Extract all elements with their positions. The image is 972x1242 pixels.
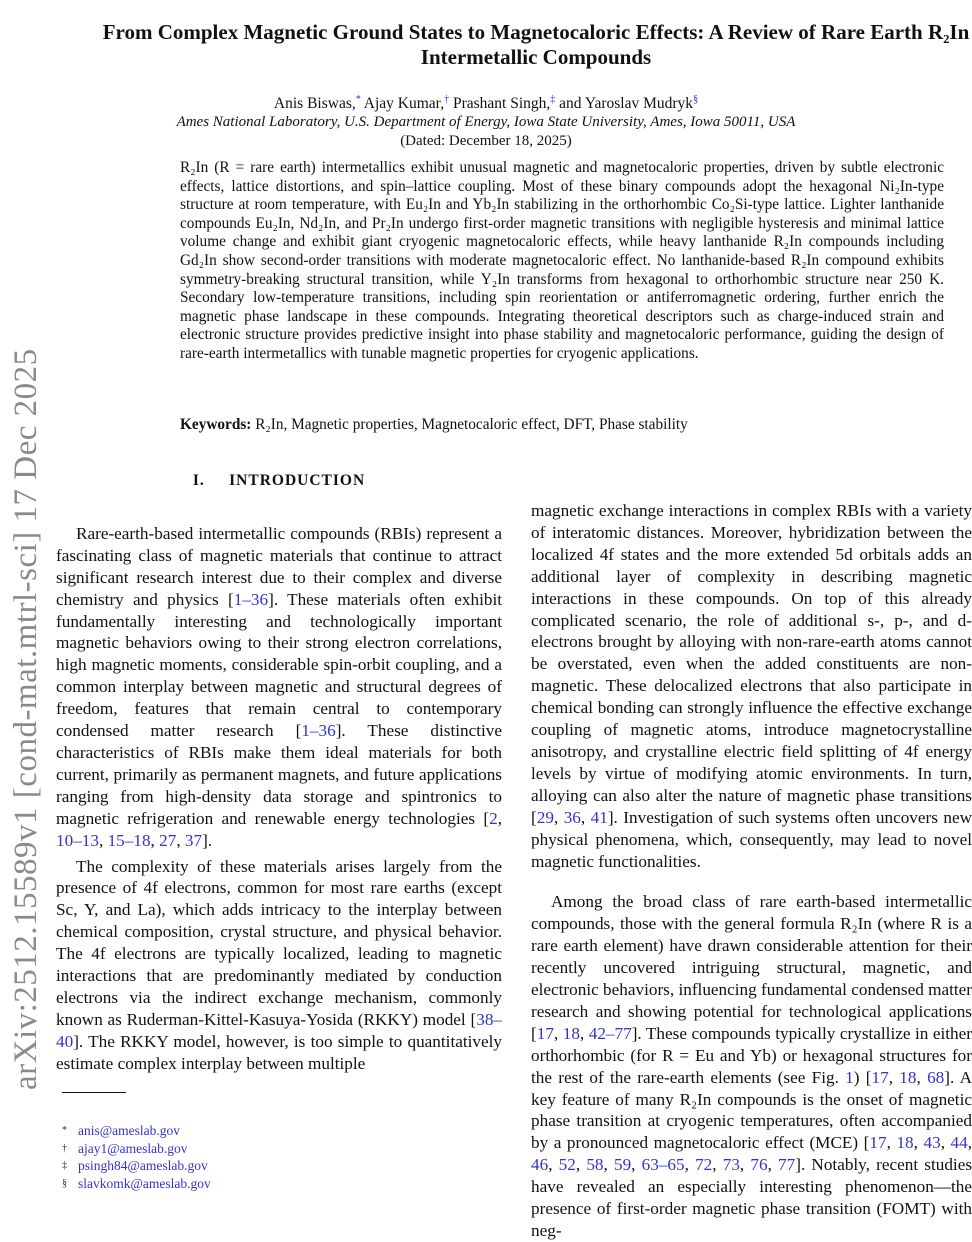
citation-link[interactable]: 44 — [950, 1133, 968, 1153]
left-column — [56, 470, 502, 1075]
affiliation: Ames National Laboratory, U.S. Department of Energy, Iowa State University, Ames, Iowa 50011, USA — [176, 114, 796, 130]
footnote-mark: ‡ — [62, 1160, 67, 1171]
citation-link[interactable]: 2 — [489, 808, 498, 828]
citation-link[interactable]: 18 — [899, 1067, 917, 1087]
citation-link[interactable]: 58 — [586, 1155, 604, 1175]
citation-link[interactable]: 46 — [531, 1155, 549, 1175]
author-footnote-mark[interactable]: § — [693, 94, 699, 105]
citation-link[interactable]: 59 — [613, 1155, 632, 1175]
citation-link[interactable]: 17 — [869, 1133, 887, 1153]
author-name: Ajay Kumar, — [363, 95, 445, 113]
citation-link[interactable]: 43 — [923, 1133, 941, 1153]
citation-link[interactable]: 1–36 — [301, 721, 336, 741]
footnote — [62, 1122, 211, 1140]
citation-link[interactable]: 42–77 — [588, 1023, 632, 1043]
paragraph: The complexity of these materials arises largely from the presence of 4f electrons, common for most rare earths (except Sc, Y, and La), which adds intricacy to the interplay between chemical composition, crystal structure, and physical behavior. The 4f electrons are typically localized, leading to magnetic interactions that are predominantly mediated by conduction electrons via the indirect exchange mechanism, commonly known as Ruderman-Kittel-Kasuya-Yosida (RKKY) model [38–40]. The RKKY model, however, is too simple to quantitatively estimate complex interplay between multiple — [56, 856, 502, 1073]
citation-link[interactable]: 41 — [590, 807, 608, 827]
paragraph: Among the broad class of rare earth-based intermetallic compounds, those with the general formula R₂In (where R is a rare earth element) have drawn considerable attention for their recently uncovered intriguing structural, magnetic, and electronic behaviors, influencing fundamental condensed matter research and showing potential for technological applications [17, 18, 42–77]. These compounds typically crystallize in either orthorhombic (for R = Eu and Yb) or hexagonal structures for the rest of the rare-earth elements (see Fig. 1) [17, 18, 68]. A key feature of many R₂In compounds is the onset of magnetic phase transition at cryogenic temperatures, often accompanied by a pronounced magnetocaloric effect (MCE) [17, 18, 43, 44, 46, 52, 58, 59, 63–65, 72, 73, 76, 77]. Notably, recent studies have revealed an especially interesting phenomenon—the presence of first-order magnetic phase transition (FOMT) with neg- — [531, 892, 972, 1240]
author-name: and Yaroslav Mudryk — [559, 95, 694, 113]
footnote — [62, 1157, 211, 1175]
author-footnote-mark[interactable]: * — [355, 94, 361, 105]
citation-link[interactable]: 29 — [536, 807, 554, 827]
footnote-mark: § — [62, 1177, 67, 1189]
arxiv-identifier-stamp: arXiv:2512.15589v1 [cond-mat.mtrl-sci] 17 Dec 2025 — [8, 348, 44, 1090]
abstract: R₂In (R = rare earth) intermetallics exhibit unusual magnetic and magnetocaloric properties, driven by subtle electronic effects, lattice distortions, and spin–lattice coupling. Most of these binary compounds adopt the hexagonal Ni₂In-type structure at room temperature, with Eu₂In and Yb₂In stabilizing in the orthorhombic Co₂Si-type lattice. Lighter lanthanide compounds Eu₂In, Nd₂In, and Pr₂In undergo first-order magnetic transitions with negligible hysteresis and minimal lattice volume change and exhibit giant cryogenic magnetocaloric effects, while heavy lanthanide R₂In compounds including Gd₂In show second-order transitions with moderate magnetocaloric effect. No lanthanide-based R₂In compound exhibits symmetry-breaking structural transition, while Y₂In transforms from hexagonal to orthorhombic structure near 250 K. Secondary low-temperature transitions, including spin reorientation or antiferromagnetic ordering, further enrich the magnetic phase landscape in these compounds. Integrating theoretical descriptors such as charge-induced strain and electronic structure provides predictive insight into phase stability and magnetocaloric performance, guiding the design of rare-earth intermetallics with tunable magnetic properties for cryogenic applications. — [180, 159, 944, 362]
citation-link[interactable]: 10–13 — [56, 830, 99, 850]
author-list — [0, 94, 972, 113]
author-name: Anis Biswas, — [273, 95, 356, 113]
email-link[interactable]: slavkomk@ameslab.gov — [78, 1175, 211, 1191]
citation-link[interactable]: 1 — [845, 1067, 854, 1087]
email-link[interactable]: ajay1@ameslab.gov — [78, 1140, 188, 1156]
paragraph: Rare-earth-based intermetallic compounds (RBIs) represent a fascinating class of magnetic materials that continue to attract significant research interest due to their complex and diverse chemistry and physics [1–36]. These materials often exhibit fundamentally interesting and technologically important magnetic behaviors owing to their strong electron correlations, high magnetic moments, considerable spin-orbit coupling, and a common interplay between magnetic and structural degrees of freedom, features that remain central to contemporary condensed matter research [1–36]. These distinctive characteristics of RBIs make them ideal materials for both current, primarily as permanent magnets, and future applications ranging from high-density data storage and spintronics to magnetic refrigeration and renewable energy technologies [2, 10–13, 15–18, 27, 37]. — [56, 523, 502, 850]
footnote-mark: † — [62, 1142, 67, 1154]
citation-link[interactable]: 17 — [871, 1067, 889, 1087]
citation-link[interactable]: 52 — [558, 1155, 576, 1175]
footnote — [62, 1140, 211, 1158]
citation-link[interactable]: 36 — [563, 807, 581, 827]
citation-link[interactable]: 27 — [159, 830, 177, 850]
citation-link[interactable]: 76 — [750, 1155, 768, 1175]
footnote-mark: * — [62, 1125, 67, 1136]
section-heading: I. INTRODUCTION — [192, 472, 366, 489]
citation-link[interactable]: 63–65 — [641, 1155, 685, 1175]
email-link[interactable]: anis@ameslab.gov — [78, 1123, 181, 1138]
citation-link[interactable]: 1–36 — [233, 589, 269, 609]
footnotes — [62, 1122, 211, 1192]
citation-link[interactable]: 15–18 — [107, 830, 151, 850]
paper-title: From Complex Magnetic Ground States to Magnetocaloric Effects: A Review of Rare Earth R₂In Intermetallic Compounds — [102, 20, 970, 70]
citation-link[interactable]: 18 — [896, 1133, 914, 1153]
right-column — [531, 500, 972, 1242]
citation-link[interactable]: 68 — [927, 1067, 945, 1087]
author-footnote-mark[interactable]: † — [444, 94, 450, 105]
citation-link[interactable]: 77 — [778, 1155, 796, 1175]
footnote — [62, 1175, 211, 1193]
keywords-label: Keywords: — [180, 416, 252, 433]
citation-link[interactable]: 72 — [695, 1155, 713, 1175]
citation-link[interactable]: 38–40 — [56, 1009, 502, 1051]
citation-link[interactable]: 18 — [562, 1023, 580, 1043]
author-footnote-mark[interactable]: ‡ — [550, 94, 556, 105]
keywords — [180, 416, 688, 434]
paragraph: magnetic exchange interactions in complex RBIs with a variety of interatomic distances. Moreover, hybridization between the localized 4f states and the more extended 5d orbitals adds an additional layer of complexity in describing magnetic interactions in these compounds. On top of this already complicated scenario, the role of additional s-, p-, and d-electrons brought by alloying with non-rare-earth atoms cannot be overstated, even when the added constituents are non-magnetic. These delocalized electrons that also participate in chemical bonding can strongly influence the effective exchange coupling of magnetic atoms, introduce magnetocrystalline anisotropy, and crystalline electric field splitting of 4f energy levels by virtue of modifying atomic environments. In turn, alloying can also alter the nature of magnetic phase transitions [29, 36, 41]. Investigation of such systems often uncovers new physical phenomena, which, consequently, may lead to novel magnetic functionalities. — [531, 501, 972, 871]
footnote-rule — [62, 1092, 126, 1093]
citation-link[interactable]: 37 — [184, 830, 203, 850]
date-line: (Dated: December 18, 2025) — [400, 133, 572, 149]
citation-link[interactable]: 73 — [722, 1155, 740, 1175]
citation-link[interactable]: 17 — [536, 1023, 554, 1043]
keywords-list: R₂In, Magnetic properties, Magnetocaloric effect, DFT, Phase stability — [255, 416, 688, 433]
author-name: Prashant Singh, — [452, 95, 551, 113]
email-link[interactable]: psingh84@ameslab.gov — [78, 1158, 208, 1173]
